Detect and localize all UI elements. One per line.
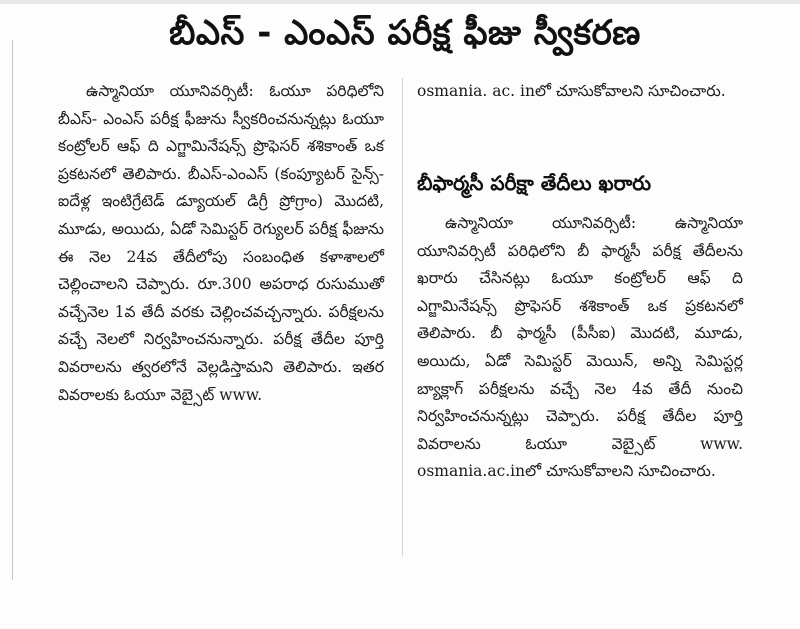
article2-body: ఉస్మానియా యూనివర్సిటీ: ఉస్మానియా యూనివర్సిటీ పరిధిలోని బీ ఫార్మసీ పరీక్ష తేదీలను ఖరారు చేసినట్లు ఓయూ కంట్రోలర్ ఆఫ్ ది ఎగ్జామినేషన్స్ ప్రొఫెసర్ శశికాంత్ ఒక ప్రకటనలో తెలిపారు. బీ ఫార్మసీ (పీసీఐ) మొదటి, మూడు, అయిదు, ఏడో సెమిస్టర్ మెయిన్, అన్ని సెమిస్టర్ల బ్యాక్లాగ్ పరీక్షలను వచ్చే నెల 4వ తేదీ నుంచి నిర్వహించనున్నట్లు చెప్పారు. పరీక్ష తేదీల పూర్తి వివరాలను ఓయూ వెబ్సైట్ www. osmania.ac.inలో చూసుకోవాలని సూచించారు. (417, 214, 743, 481)
article2-column (417, 210, 743, 486)
left-margin-rule (12, 40, 13, 580)
article-left-column (58, 78, 384, 409)
article-body: ఉస్మానియా యూనివర్సిటీ: ఓయూ పరిధిలోని బీఎస్- ఎంఎస్ పరీక్ష ఫీజును స్వీకరించనున్నట్లు ఓయూ కంట్రోలర్ ఆఫ్ ది ఎగ్జామినేషన్స్ ప్రొఫెసర్ శశికాంత్ ఒక ప్రకటనలో తెలిపారు. బీఎస్-ఎంఎస్ (కంప్యూటర్ సైన్స్- ఐదేళ్ల ఇంటిగ్రేటెడ్ డ్యూయల్ డిగ్రీ ప్రోగ్రాం) మొదటి, మూడు, అయిదు, ఏడో సెమిస్టర్ రెగ్యులర్ పరీక్ష ఫీజును ఈ నెల 24వ తేదీలోపు సంబంధిత కళాశాలలో చెల్లించాలని చెప్పారు. రూ.300 అపరాధ రుసుముతో వచ్చేనెల 1వ తేదీ వరకు చెల్లించవచ్చన్నారు. పరీక్షలను వచ్చే నెలలో నిర్వహించనున్నారు. పరీక్ష తేదీల పూర్తి వివరాలను త్వరలోనే వెల్లడిస్తామని తెలిపారు. ఇతర వివరాలకు ఓయూ వెబ్సైట్ www. (58, 82, 384, 404)
article-body-continued: osmania. ac. inలో చూసుకోవాలని సూచించారు. (417, 82, 726, 100)
main-headline: బీఎస్ - ఎంఎస్ పరీక్ష ఫీజు స్వీకరణ (169, 13, 641, 53)
sub-headline: బీఫార్మసీ పరీక్షా తేదీలు ఖరారు (417, 171, 652, 195)
article-continuation (417, 78, 743, 106)
top-border (0, 0, 800, 4)
column-divider (402, 78, 403, 556)
